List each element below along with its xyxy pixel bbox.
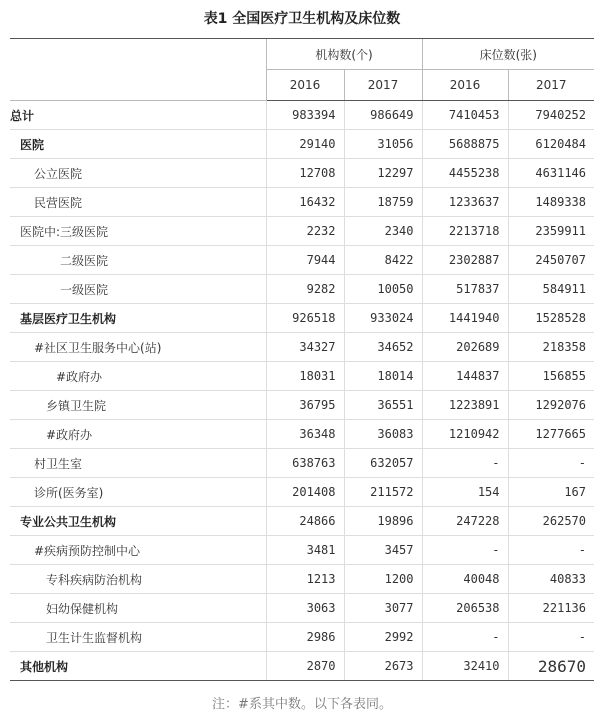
cell-value: - <box>422 449 508 478</box>
cell-value: 4455238 <box>422 159 508 188</box>
cell-value: 1213 <box>266 565 344 594</box>
row-label: 基层医疗卫生机构 <box>10 304 266 333</box>
cell-value: 12708 <box>266 159 344 188</box>
cell-value: 2213718 <box>422 217 508 246</box>
cell-value: 2302887 <box>422 246 508 275</box>
cell-value: 2870 <box>266 652 344 681</box>
cell-value: 1489338 <box>508 188 594 217</box>
cell-value: 28670 <box>508 652 594 681</box>
table-row <box>10 188 594 217</box>
cell-value: 986649 <box>344 101 422 130</box>
table-row <box>10 391 594 420</box>
cell-value: 517837 <box>422 275 508 304</box>
data-table <box>10 38 594 681</box>
table-row <box>10 304 594 333</box>
cell-value: 34327 <box>266 333 344 362</box>
cell-value: 7944 <box>266 246 344 275</box>
cell-value: 36348 <box>266 420 344 449</box>
table-row <box>10 652 594 681</box>
cell-value: 632057 <box>344 449 422 478</box>
cell-value: 218358 <box>508 333 594 362</box>
cell-value: 584911 <box>508 275 594 304</box>
cell-value: 16432 <box>266 188 344 217</box>
cell-value: 2232 <box>266 217 344 246</box>
table-row <box>10 246 594 275</box>
cell-value: 1233637 <box>422 188 508 217</box>
stub-header <box>10 39 266 101</box>
row-label: 诊所(医务室) <box>10 478 266 507</box>
table-row <box>10 420 594 449</box>
cell-value: 1292076 <box>508 391 594 420</box>
cell-value: 40048 <box>422 565 508 594</box>
cell-value: 36795 <box>266 391 344 420</box>
table-row <box>10 101 594 130</box>
cell-value: - <box>508 623 594 652</box>
header-year: 2017 <box>344 70 422 101</box>
cell-value: 3457 <box>344 536 422 565</box>
header-year: 2017 <box>508 70 594 101</box>
cell-value: 2340 <box>344 217 422 246</box>
row-label: 公立医院 <box>10 159 266 188</box>
cell-value: - <box>422 536 508 565</box>
footnote: 注：#系其中数。以下各表同。 <box>212 697 392 712</box>
row-label: 其他机构 <box>10 652 266 681</box>
cell-value: 1223891 <box>422 391 508 420</box>
cell-value: 32410 <box>422 652 508 681</box>
cell-value: 18031 <box>266 362 344 391</box>
table-row <box>10 623 594 652</box>
table-body <box>10 101 594 681</box>
cell-value: 2986 <box>266 623 344 652</box>
table-row <box>10 362 594 391</box>
cell-value: 3077 <box>344 594 422 623</box>
cell-value: 1528528 <box>508 304 594 333</box>
row-label: #政府办 <box>10 420 266 449</box>
cell-value: 4631146 <box>508 159 594 188</box>
row-label: 民营医院 <box>10 188 266 217</box>
row-label: #政府办 <box>10 362 266 391</box>
cell-value: 36083 <box>344 420 422 449</box>
row-label: 专业公共卫生机构 <box>10 507 266 536</box>
cell-value: 12297 <box>344 159 422 188</box>
cell-value: 2359911 <box>508 217 594 246</box>
header-institutions: 机构数(个) <box>266 39 422 70</box>
cell-value: 7940252 <box>508 101 594 130</box>
cell-value: 5688875 <box>422 130 508 159</box>
cell-value: 9282 <box>266 275 344 304</box>
cell-value: 144837 <box>422 362 508 391</box>
table-title: 表1 全国医疗卫生机构及床位数 <box>203 11 401 27</box>
cell-value: 2673 <box>344 652 422 681</box>
cell-value: 3063 <box>266 594 344 623</box>
cell-value: 24866 <box>266 507 344 536</box>
cell-value: 8422 <box>344 246 422 275</box>
table-row <box>10 217 594 246</box>
cell-value: 34652 <box>344 333 422 362</box>
row-label: 卫生计生监督机构 <box>10 623 266 652</box>
header-beds: 床位数(张) <box>422 39 594 70</box>
cell-value: 10050 <box>344 275 422 304</box>
cell-value: 36551 <box>344 391 422 420</box>
cell-value: 201408 <box>266 478 344 507</box>
cell-value: 6120484 <box>508 130 594 159</box>
row-label: 二级医院 <box>10 246 266 275</box>
cell-value: 202689 <box>422 333 508 362</box>
cell-value: - <box>508 449 594 478</box>
table-row <box>10 449 594 478</box>
table-row <box>10 536 594 565</box>
cell-value: 29140 <box>266 130 344 159</box>
table-row <box>10 333 594 362</box>
cell-value: 7410453 <box>422 101 508 130</box>
table-row <box>10 275 594 304</box>
cell-value: 18759 <box>344 188 422 217</box>
row-label: 乡镇卫生院 <box>10 391 266 420</box>
cell-value: 40833 <box>508 565 594 594</box>
row-label: 医院中:三级医院 <box>10 217 266 246</box>
table-row <box>10 594 594 623</box>
cell-value: 1441940 <box>422 304 508 333</box>
cell-value: 1200 <box>344 565 422 594</box>
cell-value: 206538 <box>422 594 508 623</box>
cell-value: 638763 <box>266 449 344 478</box>
row-label: 一级医院 <box>10 275 266 304</box>
row-label: 妇幼保健机构 <box>10 594 266 623</box>
cell-value: 31056 <box>344 130 422 159</box>
table-row <box>10 159 594 188</box>
cell-value: 1277665 <box>508 420 594 449</box>
cell-value: 2992 <box>344 623 422 652</box>
cell-value: 211572 <box>344 478 422 507</box>
row-label: #社区卫生服务中心(站) <box>10 333 266 362</box>
row-label: 专科疾病防治机构 <box>10 565 266 594</box>
table-header <box>10 39 594 101</box>
table-row <box>10 507 594 536</box>
row-label: #疾病预防控制中心 <box>10 536 266 565</box>
row-label: 村卫生室 <box>10 449 266 478</box>
cell-value: 3481 <box>266 536 344 565</box>
row-label: 医院 <box>10 130 266 159</box>
cell-value: 221136 <box>508 594 594 623</box>
cell-value: 247228 <box>422 507 508 536</box>
cell-value: 983394 <box>266 101 344 130</box>
cell-value: - <box>422 623 508 652</box>
table-row <box>10 565 594 594</box>
cell-value: 156855 <box>508 362 594 391</box>
cell-value: 933024 <box>344 304 422 333</box>
cell-value: 18014 <box>344 362 422 391</box>
cell-value: 2450707 <box>508 246 594 275</box>
header-year: 2016 <box>266 70 344 101</box>
header-year: 2016 <box>422 70 508 101</box>
cell-value: 262570 <box>508 507 594 536</box>
cell-value: 1210942 <box>422 420 508 449</box>
cell-value: - <box>508 536 594 565</box>
row-label: 总计 <box>10 101 266 130</box>
cell-value: 154 <box>422 478 508 507</box>
cell-value: 19896 <box>344 507 422 536</box>
cell-value: 926518 <box>266 304 344 333</box>
table-row <box>10 130 594 159</box>
cell-value: 167 <box>508 478 594 507</box>
table-row <box>10 478 594 507</box>
